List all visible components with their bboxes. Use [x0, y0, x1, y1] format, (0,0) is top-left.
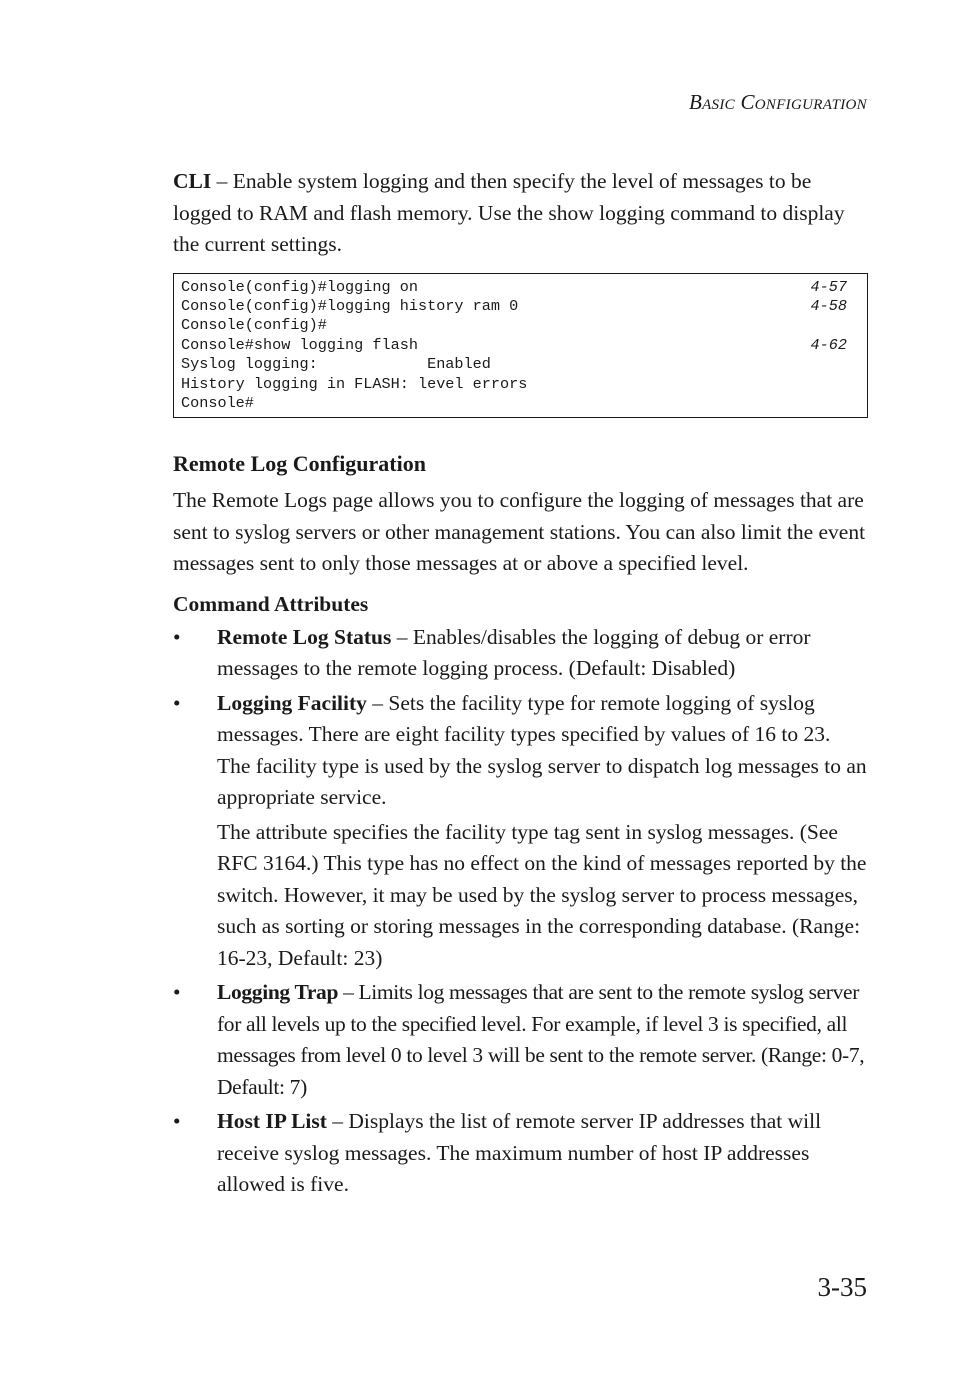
attribute-item-logging-trap [173, 977, 868, 1103]
code-line [181, 355, 847, 374]
section-title: Remote Log Configuration [173, 451, 426, 477]
code-line [181, 297, 847, 316]
code-line [181, 278, 847, 297]
attribute-extra-paragraph: The attribute specifies the facility type tag sent in syslog messages. (See RFC 3164.) This type has no effect on the kind of messages reported by the switch. However, it may be used by the syslog server to process messages, such as sorting or storing messages in the corresponding database. (Range: 16-23, Default: 23) [217, 819, 867, 970]
code-text: Syslog logging: Enabled [181, 355, 491, 374]
code-text: Console#show logging flash [181, 335, 418, 354]
attribute-list [173, 622, 868, 1201]
bullet-marker: • [173, 624, 181, 649]
code-text: Console(config)#logging on [181, 277, 418, 296]
page-number: 3-35 [817, 1272, 867, 1302]
page-content [173, 166, 868, 1204]
attribute-description: – Displays the list of remote server IP addresses that will receive syslog messages. The maximum number of host IP addresses allowed is five. [217, 1109, 822, 1197]
code-text: Console# [181, 393, 254, 412]
attribute-description: – Sets the facility type for remote logging of syslog messages. There are eight facility types specified by values of 16 to 23. The facility type is used by the syslog server to dispatch log messages to an appropriate service. [217, 690, 867, 810]
code-line [181, 336, 847, 355]
code-page-ref: 4-57 [810, 277, 847, 296]
cli-intro-paragraph [173, 166, 868, 261]
attributes-heading: Command Attributes [173, 591, 369, 616]
attribute-term: Logging Facility [217, 690, 367, 715]
bullet-marker: • [173, 980, 181, 1005]
code-line [181, 394, 847, 413]
attribute-item-logging-facility [173, 688, 868, 975]
attribute-item-host-ip-list [173, 1106, 868, 1201]
bullet-marker: • [173, 1109, 181, 1134]
code-text: Console(config)#logging history ram 0 [181, 296, 519, 315]
cli-intro-text: – Enable system logging and then specify the level of messages to be logged to RAM and flash memory. Use the show logging command to display the current settings. [173, 169, 845, 256]
code-page-ref: 4-58 [810, 296, 847, 315]
attribute-description: – Limits log messages that are sent to the remote syslog server for all levels up to the specified level. For example, if level 3 is specified, all messages from level 0 to level 3 will be sent to the remote server. (Range: 0-7, Default: 7) [217, 980, 865, 1099]
attribute-term: Logging Trap [217, 980, 339, 1005]
section-body: The Remote Logs page allows you to configure the logging of messages that are sent to syslog servers or other management stations. You can also limit the event messages sent to only those messages at or above a specified level. [173, 488, 866, 576]
attribute-term: Remote Log Status [217, 624, 392, 649]
bullet-marker: • [173, 690, 181, 715]
attribute-item-remote-log-status [173, 622, 868, 685]
cli-code-block [173, 273, 868, 419]
code-text: Console(config)# [181, 316, 327, 335]
running-header: Basic Configuration [688, 90, 867, 114]
attribute-term: Host IP List [217, 1109, 327, 1134]
cli-label: CLI [173, 169, 212, 193]
code-text: History logging in FLASH: level errors [181, 374, 528, 393]
code-page-ref: 4-62 [810, 335, 847, 354]
code-line [181, 375, 847, 394]
attribute-description: – Enables/disables the logging of debug or error messages to the remote logging process. (Default: Disabled) [217, 624, 811, 681]
code-line [181, 316, 847, 335]
